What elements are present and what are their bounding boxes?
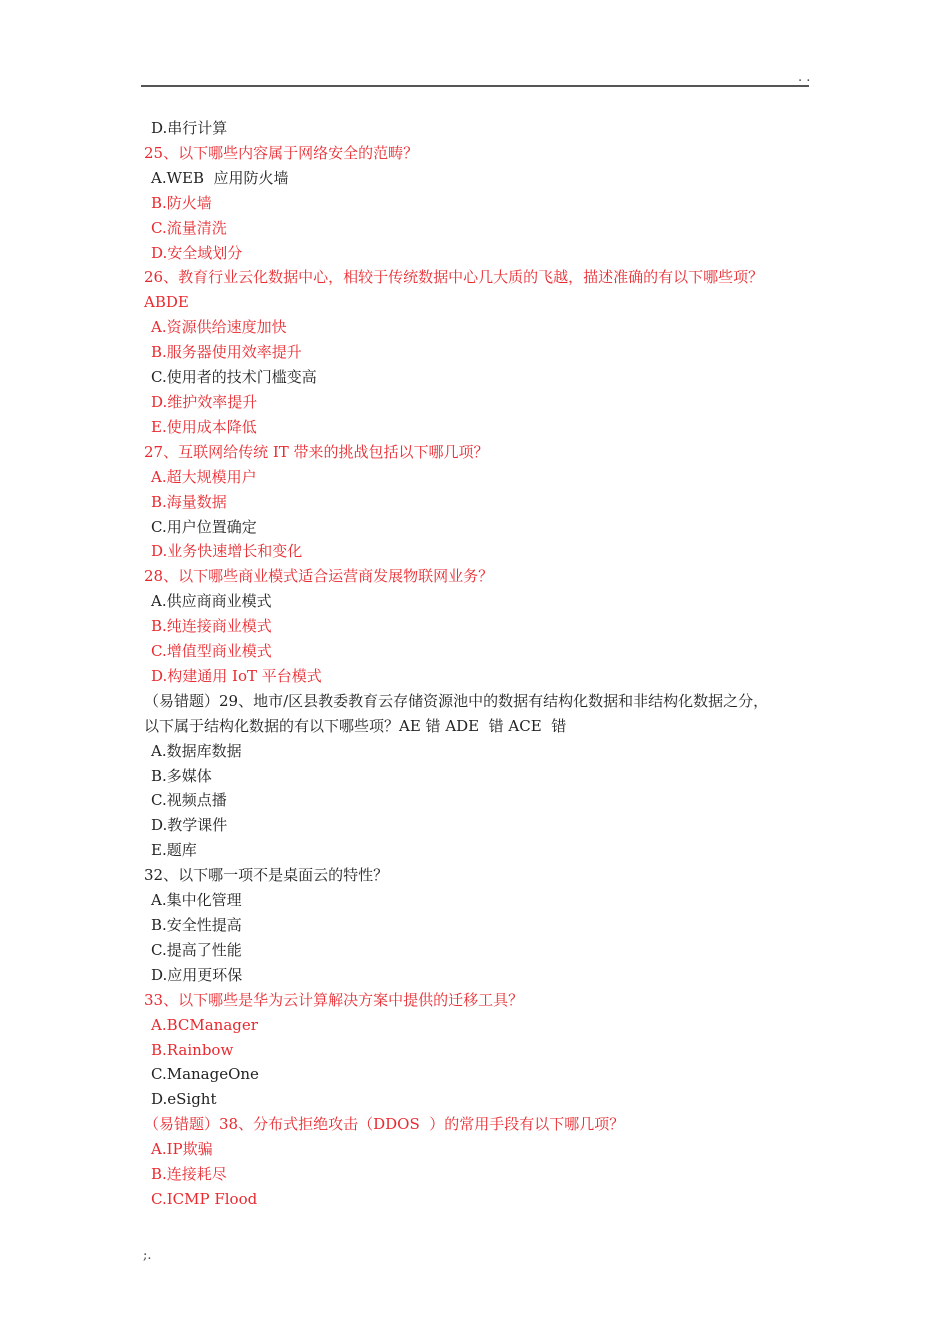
question-text: 27、互联网给传统 IT 带来的挑战包括以下哪几项？ [144,442,489,461]
answer-option: B.纯连接商业模式 [151,617,272,636]
answer-option: C.流量清洗 [151,218,227,237]
answer-option: D.业务快速增长和变化 [151,542,303,561]
footer-mark: ;. [143,1248,152,1263]
question-text: 32、以下哪一项不是桌面云的特性？ [144,866,389,885]
answer-option: D.串行计算 [151,119,228,137]
question-text: （易错题）38、分布式拒绝攻击（DDOS ）的常用手段有以下哪几项？ [144,1115,625,1134]
answer-option: B.海量数据 [151,492,227,511]
answer-option: C.ICMP Flood [151,1189,258,1208]
answer-option: E.使用成本降低 [151,417,257,436]
answer-option: A.超大规模用户 [151,467,257,486]
question-text: 26、教育行业云化数据中心，相较于传统数据中心几大质的飞越，描述准确的有以下哪些项？ [144,268,764,287]
answer-option: A.IP欺骗 [151,1140,213,1159]
answer-option: B.连接耗尽 [151,1165,227,1184]
answer-option: C.使用者的技术门槛变高 [151,368,317,387]
answer-option: D.应用更环保 [151,965,243,984]
answer-option: B.防火墙 [151,193,212,212]
answer-option: C.增值型商业模式 [151,642,272,661]
answer-option: E.题库 [151,841,197,860]
answer-option: A.集中化管理 [151,891,242,910]
question-text: 33、以下哪些是华为云计算解决方案中提供的迁移工具？ [144,990,524,1009]
question-text: ABDE [144,293,189,312]
answer-option: C.视频点播 [151,791,227,810]
answer-option: B.Rainbow [151,1040,234,1059]
answer-option: B.安全性提高 [151,916,242,934]
answer-option: A.WEB 应用防火墙 [151,168,289,187]
answer-option: A.BCManager [151,1015,258,1034]
answer-option: D.教学课件 [151,816,228,835]
header-rule [141,85,809,87]
question-text: 28、以下哪些商业模式适合运营商发展物联网业务？ [144,567,494,586]
answer-option: C.提高了性能 [151,940,242,959]
answer-option: A.供应商商业模式 [151,592,272,611]
answer-option: C.用户位置确定 [151,517,257,536]
answer-option: B.服务器使用效率提升 [151,343,302,362]
question-text: （易错题）29、地市/区县教委教育云存储资源池中的数据有结构化数据和非结构化数据之分， [144,691,769,710]
answer-option: A.资源供给速度加快 [151,318,287,337]
answer-option: D.维护效率提升 [151,392,258,411]
answer-option: A.数据库数据 [151,741,242,760]
question-text: 25、以下哪些内容属于网络安全的范畴？ [144,143,419,162]
answer-option: C.ManageOne [151,1065,259,1084]
answer-option: D.安全域划分 [151,243,243,262]
document-body [144,116,812,1212]
header-mark: . . [798,70,811,85]
answer-option: B.多媒体 [151,766,212,785]
question-text: 以下属于结构化数据的有以下哪些项？AE 错 ADE 错 ACE 错 [144,716,567,735]
answer-option: D.构建通用 IoT 平台模式 [151,666,322,685]
answer-option: D.eSight [151,1090,217,1109]
